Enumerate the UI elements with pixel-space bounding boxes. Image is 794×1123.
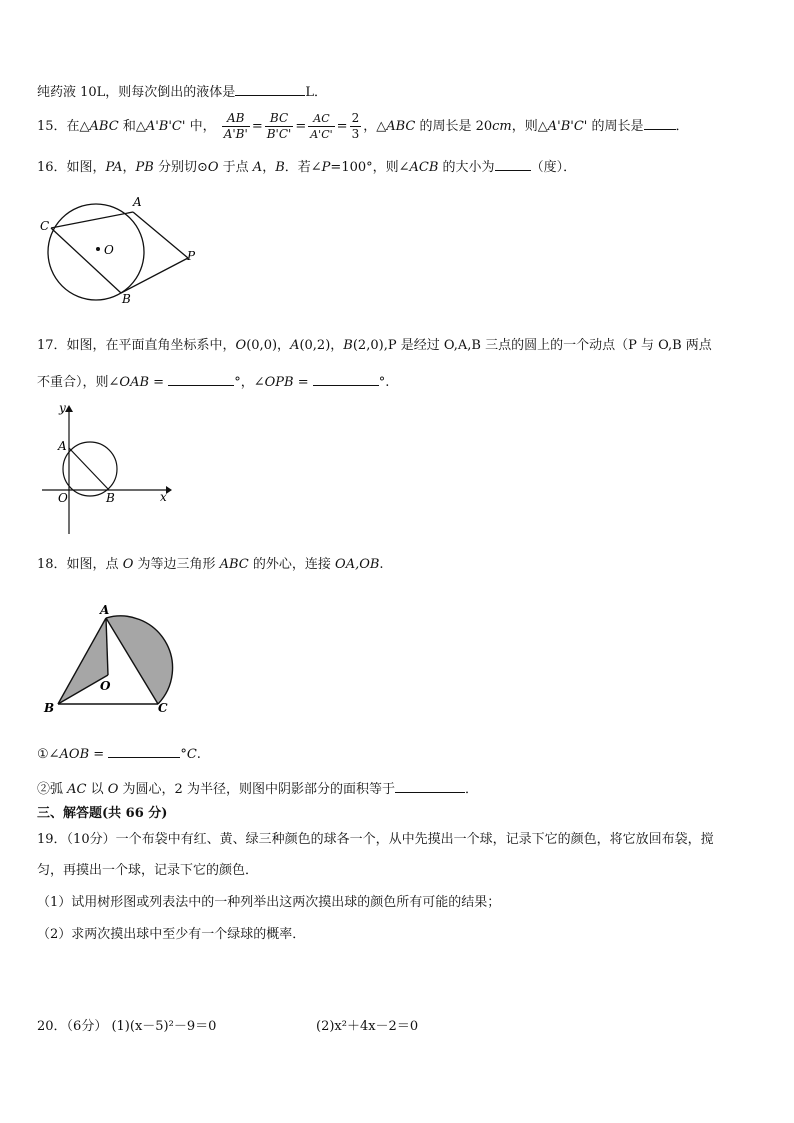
q18-1-aob: AOB — [59, 747, 90, 762]
label-a: A — [58, 439, 67, 453]
label-p: P — [187, 249, 196, 263]
q18-end: . — [379, 557, 384, 572]
label-c: C — [158, 701, 168, 715]
q17-deg: °. — [378, 375, 390, 390]
q18-1-eq: = — [89, 747, 109, 762]
question-19-line-2: 匀，再摸出一个球，记录下它的颜色． — [37, 863, 259, 878]
answer-blank — [235, 82, 305, 96]
q18-2-end: ． — [464, 782, 478, 797]
label-b: B — [106, 491, 115, 505]
answer-blank — [313, 372, 379, 386]
q20-prefix: 20．（6分） — [37, 1019, 108, 1034]
section-3-title: 三、解答题(共 66 分) — [37, 806, 168, 821]
label-o: O — [58, 491, 68, 505]
x-axis-arrow — [166, 486, 172, 494]
q14-text: 纯药液 10L，则每次倒出的液体是 — [37, 85, 236, 100]
q16-p: P — [321, 160, 331, 175]
figure-17-coordinate-circle — [38, 398, 173, 536]
q18-o: O — [122, 557, 134, 572]
q17-text: 17．如图，在平面直角坐标系中， — [37, 338, 236, 353]
q15-perimeter: 的周长是 20 — [415, 119, 493, 134]
label-o: O — [100, 679, 111, 693]
q18-1-end: . — [196, 747, 201, 762]
q15-in: 中， — [185, 119, 216, 134]
q15-triangle-3: ABC — [386, 119, 416, 134]
fraction-ab — [222, 111, 250, 142]
label-b: B — [122, 292, 131, 306]
q15-triangle-4: A'B'C' — [547, 119, 588, 134]
q17-eq: = — [293, 375, 313, 390]
q17-point-o: O — [235, 338, 247, 353]
figure-18-triangle-shaded — [42, 600, 177, 718]
label-a: A — [133, 195, 142, 209]
equals-sign: = — [295, 119, 307, 134]
fraction-denominator: A'B' — [223, 127, 248, 141]
answer-blank — [108, 744, 180, 758]
fraction-denominator: 3 — [351, 127, 360, 141]
answer-blank — [168, 372, 234, 386]
q16-comma: ， — [122, 160, 136, 175]
question-15 — [37, 108, 689, 146]
q16-text: =100°，则∠ — [330, 160, 410, 175]
q16-text: 于点 — [218, 160, 253, 175]
answer-blank — [395, 779, 465, 793]
fraction-numerator: BC — [265, 111, 294, 127]
label-o: O — [104, 243, 114, 257]
label-x: x — [160, 490, 167, 504]
q14-unit: L． — [305, 85, 327, 100]
q17-oab: OAB — [119, 375, 150, 390]
q16-pa: PA — [105, 160, 123, 175]
equals-sign: = — [336, 119, 348, 134]
q18-text: 的外心，连接 — [248, 557, 336, 572]
q20-equation-2: (2)x²＋4x－2＝0 — [316, 1019, 419, 1034]
q18-2-text: 以 — [86, 782, 108, 797]
q16-text: ．若∠ — [284, 160, 322, 175]
circle-o — [48, 204, 144, 300]
q15-triangle-2: A'B'C' — [145, 119, 186, 134]
q15-prefix: 15．在△ — [37, 119, 90, 134]
q18-abc: ABC — [219, 557, 249, 572]
question-19-sub-2: （2）求两次摸出球中至少有一个绿球的概率． — [37, 927, 306, 942]
q17-point-a: A — [290, 338, 300, 353]
question-20-eq2 — [316, 1018, 418, 1036]
q17-sep: ， — [330, 338, 344, 353]
q17-opb: OPB — [264, 375, 294, 390]
chord-cb — [51, 228, 121, 293]
tangent-pb — [121, 258, 188, 293]
fraction-denominator: A'C' — [310, 128, 333, 141]
question-19-line-1: 19．（10分）一个布袋中有红、黄、绿三种颜色的球各一个，从中先摸出一个球，记录下它的颜色，将它放回布袋，搅 — [37, 832, 714, 847]
fraction-denominator: B'C' — [266, 127, 292, 141]
answer-blank — [644, 116, 676, 130]
q17-text: 不重合），则∠ — [37, 375, 120, 390]
question-18 — [37, 556, 384, 574]
q16-end: （度）． — [530, 160, 577, 175]
q16-b: B — [275, 160, 285, 175]
question-14-tail — [37, 82, 327, 102]
q16-acb: ACB — [409, 160, 439, 175]
question-19-sub-1: （1）试用树形图或列表法中的一种列举出这两次摸出球的颜色所有可能的结果； — [37, 895, 501, 910]
q16-text: 分别切⊙ — [153, 160, 208, 175]
q15-unit-cm: cm — [492, 119, 512, 134]
q17-point-b: B — [343, 338, 353, 353]
question-18-part-1 — [37, 744, 201, 764]
q15-and: 和△ — [118, 119, 146, 134]
q18-2-ac: AC — [67, 782, 87, 797]
q18-2-o: O — [107, 782, 119, 797]
q18-text: 为等边三角形 — [133, 557, 220, 572]
label-a: A — [100, 603, 110, 617]
q16-a: A — [252, 160, 263, 175]
q18-2-prefix: ②弧 — [37, 782, 68, 797]
question-16 — [37, 157, 576, 177]
question-17-line-1 — [37, 337, 712, 355]
q17-coord-o: (0,0) — [246, 338, 278, 353]
figure-16-circle-tangents — [36, 190, 206, 315]
segment-ab — [69, 448, 109, 490]
q16-text: ， — [262, 160, 276, 175]
q15-triangle-1: ABC — [89, 119, 119, 134]
q15-ask: 的周长是 — [587, 119, 644, 134]
q18-1-unit: °C — [180, 747, 197, 762]
chord-ca — [51, 212, 133, 228]
q17-text: ,P 是经过 O,A,B 三点的圆上的一个动点（P 与 O,B 两点 — [383, 338, 712, 353]
fraction-two-thirds — [350, 111, 362, 142]
fraction-ac — [308, 111, 334, 142]
label-y: y — [59, 401, 66, 415]
question-18-part-2 — [37, 779, 478, 799]
q18-oaob: OA,OB — [335, 557, 380, 572]
q15-mid: ，△ — [363, 119, 387, 134]
q15-end: ． — [675, 119, 689, 134]
label-b: B — [44, 701, 55, 715]
fraction-numerator: AC — [308, 111, 334, 127]
q18-text: 18．如图，点 — [37, 557, 123, 572]
q16-text: 的大小为 — [438, 160, 495, 175]
y-axis-arrow — [65, 405, 73, 412]
fraction-numerator: AB — [222, 111, 250, 127]
q16-pb: PB — [135, 160, 154, 175]
q15-then: ，则△ — [511, 119, 548, 134]
q17-deg: °，∠ — [234, 375, 265, 390]
question-17-line-2 — [37, 372, 389, 392]
q17-coord-b: (2,0) — [352, 338, 384, 353]
q18-1-prefix: ①∠ — [37, 747, 60, 762]
answer-blank — [495, 157, 531, 171]
label-c: C — [40, 219, 50, 233]
q16-o: O — [207, 160, 219, 175]
center-dot — [96, 247, 100, 251]
fraction-numerator: 2 — [351, 111, 360, 125]
fraction-bc — [265, 111, 294, 142]
q17-sep: ， — [277, 338, 291, 353]
q20-equation-1: (1)(x－5)²－9＝0 — [111, 1019, 217, 1034]
q17-coord-a: (0,2) — [299, 338, 331, 353]
question-20 — [37, 1018, 216, 1036]
q16-text: 16．如图， — [37, 160, 106, 175]
equals-sign: = — [251, 119, 263, 134]
q18-2-text: 为圆心，2 为半径，则图中阴影部分的面积等于 — [118, 782, 395, 797]
q17-eq: = — [149, 375, 169, 390]
